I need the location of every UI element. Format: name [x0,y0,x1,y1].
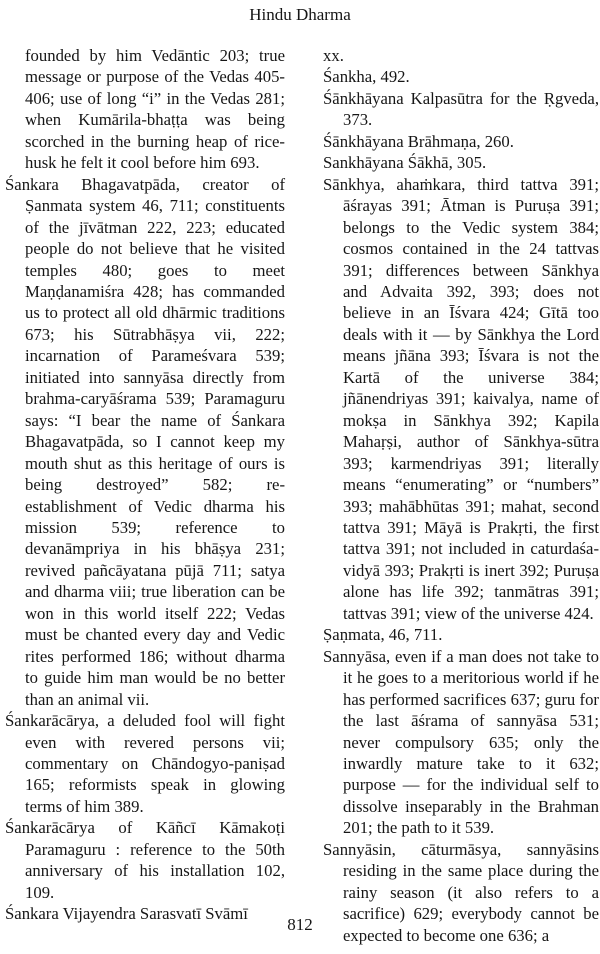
index-entry: Śankarācārya of Kāñcī Kāmakoṭi Paramaguru : reference to the 50th anniversary of his installation 102, 109. [5,818,285,902]
index-entry: Śankha, 492. [323,67,410,87]
index-column-right [323,45,599,946]
index-entry: Śankara Bhagavatpāda, creator of Ṣanmata system 46, 711; constituents of the jīvātman 222, 223; educated people do not believe that he visited temples 480; goes to meet Maṇḍanamiśra 428; has commanded us to protect all old dhārmic traditions 673; his Sūtrabhāṣya vii, 222; incarnation of Parameśvara 539; initiated into sannyāsa directly from brahma-caryāśrama 539; Paramaguru says: “I bear the name of Śankara Bhagavatpāda, so I cannot keep my mouth shut as this heritage of ours is being destroyed” 582; re-establishment of Vedic dharma his mission 539; reference to devanāmpriya in his bhāṣya 231; revived pañcāyatana pūjā 711; satya and dharma viii; true liberation can be won in this world itself 222; Vedas must be chanted every day and Vedic rites performed 186; without dharma to guide him man would be no better than an animal vii. [5,174,285,709]
index-entry: Śankarācārya, a deluded fool will fight even with revered persons vii; commentary on Chāndogyo-paniṣad 165; reformists speak in glowing terms of him 389. [5,711,285,816]
index-entry: Sannyāsin, cāturmāsya, sannyāsins residing in the same place during the rainy season (it also refers to a sacrifice) 629; everybody cannot be expected to become one 636; a [323,839,599,945]
index-column-left [5,45,285,925]
index-entry: Sankhāyana Śākhā, 305. [323,153,487,173]
index-entry: Śankara Vijayendra Sarasvatī Svāmī [5,904,248,924]
index-entry: Sannyāsa, even if a man does not take to it he goes to a meritorious world if he has performed sacrifices 637; guru for the last āśrama of sannyāsa 531; never compulsory 635; only the inwardly mature take to it 632; purpose — for the individual self to dissolve inseparably in the Brahman 201; the path to it 539. [323,646,599,838]
running-header: Hindu Dharma [249,5,351,24]
index-entry: Ṣaṇmata, 46, 711. [323,625,443,645]
index-entry: Śānkhāyana Kalpasūtra for the Ṛgveda, 373. [323,88,599,130]
index-entry: Sānkhya, ahaṁkara, third tattva 391; āśrayas 391; Ātman is Puruṣa 391; belongs to the Vedic system 384; cosmos contained in the 24 tattvas 391; differences between Sānkhya and Advaita 392, 393; does not believe in an Īśvara 424; Gītā too deals with it — by Sānkhya the Lord means jñāna 393; Īśvara is not the Kartā of the universe 384; jñānendriyas 391; kaivalya, name of mokṣa in Sānkhya 392; Kapila Mahaṛṣi, author of Sānkhya-sūtra 393; karmendriyas 391; literally means “enumerating” or “numbers” 393; mahābhūtas 391; mahat, second tattva 391; Māyā is Prakṛti, the first tattva 391; not included in caturdaśa-vidyā 393; Prakṛti is inert 392; Puruṣa alone has life 392; tanmātras 391; tattvas 391; view of the universe 424. [323,174,599,623]
index-entry: Śānkhāyana Brāhmaṇa, 260. [323,131,514,151]
index-entry: founded by him Vedāntic 203; true message or purpose of the Vedas 405-406; use of long “i” in the Vedas 281; when Kumārila-bhaṭṭa was being scorched in the burning heap of rice-husk he felt it cool before him 693. [25,46,285,173]
index-entry: xx. [323,46,344,65]
page-number: 812 [287,915,313,934]
